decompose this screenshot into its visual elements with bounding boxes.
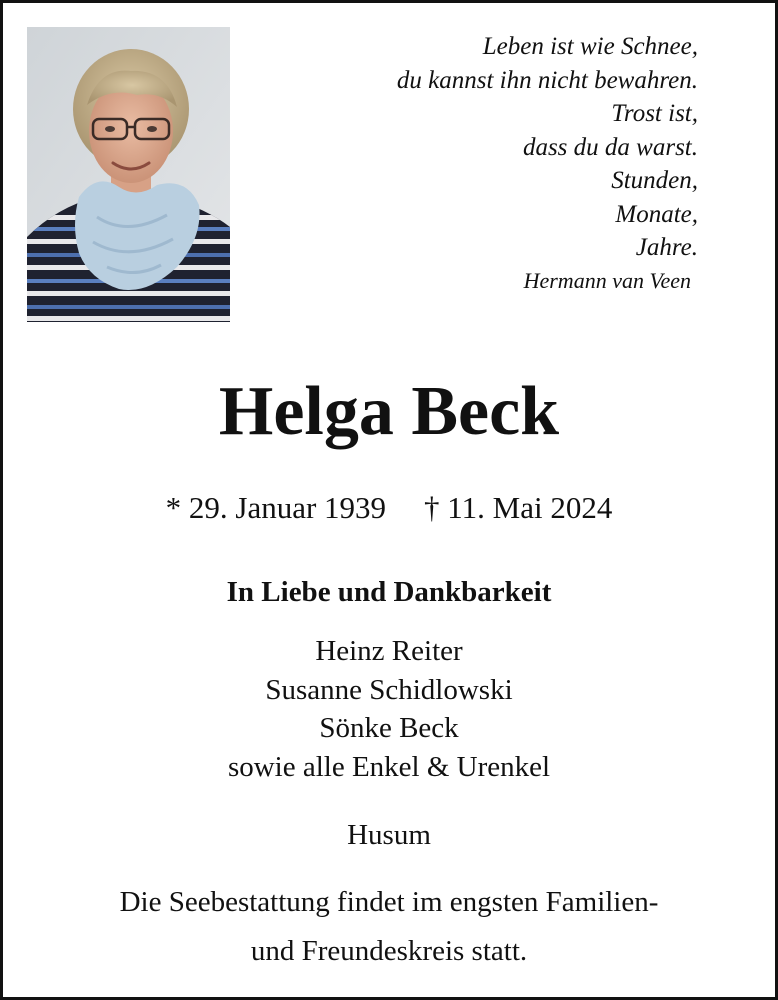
mourner: Heinz Reiter [315,635,463,667]
deceased-name: Helga Beck [218,373,560,450]
burial-notice [0,878,778,976]
portrait-photo [27,27,230,322]
poem-line: Stunden, [611,167,698,194]
poem-line: dass du da warst. [522,133,698,161]
dedication: In Liebe und Dankbarkeit [226,576,552,608]
death-date: † 11. Mai 2024 [424,490,613,525]
mourners-list [0,632,778,786]
mourner: sowie alle Enkel & Urenkel [227,750,551,783]
life-dates [0,488,778,528]
birth-date: * 29. Januar 1939 [165,490,387,525]
mourner: Susanne Schidlowski [265,673,513,706]
poem-line: Jahre. [635,234,698,261]
notice-line: Die Seebestattung findet im engsten Familien- [119,886,659,918]
poem-line: Trost ist, [611,100,698,127]
poem [397,30,698,296]
poem-author: Hermann van Veen [523,267,691,293]
poem-line: Leben ist wie Schnee, [482,33,698,60]
location: Husum [347,819,431,851]
poem-line: du kannst ihn nicht bewahren. [396,66,698,94]
notice-line: und Freundeskreis statt. [250,935,528,967]
mourner: Sönke Beck [319,712,459,744]
portrait-illustration [27,27,230,322]
poem-line: Monate, [615,200,698,228]
